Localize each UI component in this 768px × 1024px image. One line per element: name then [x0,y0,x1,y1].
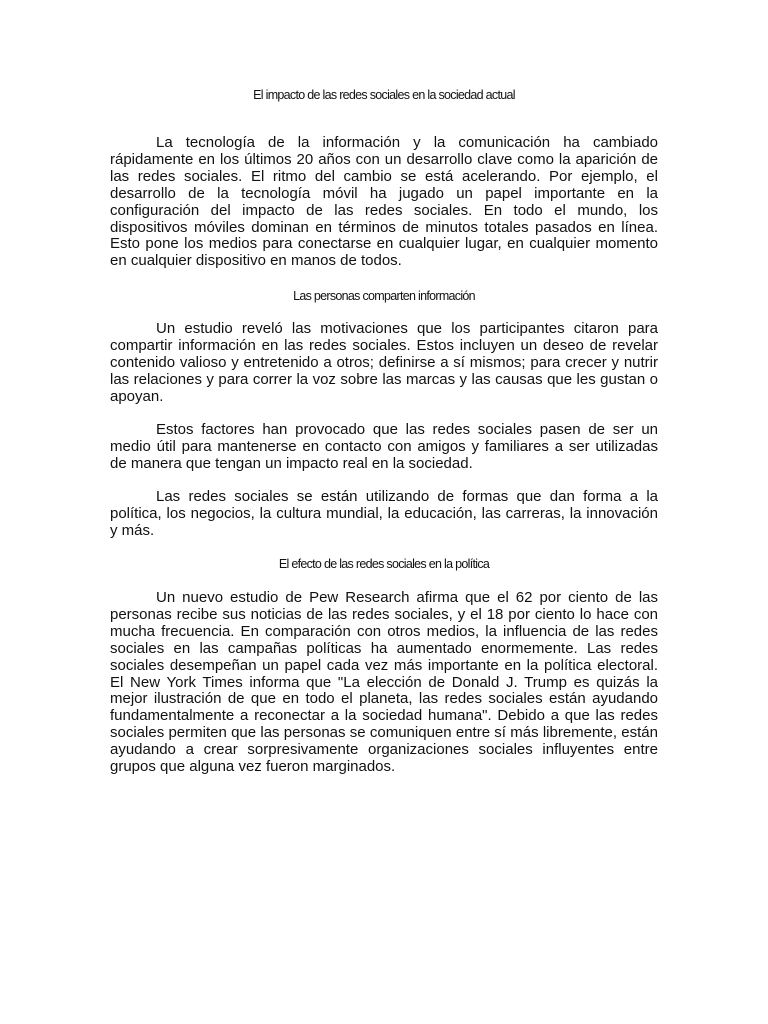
paragraph-politics: Un nuevo estudio de Pew Research afirma que el 62 por ciento de las personas recibe sus noticias de las redes sociales, y el 18 por ciento lo hace con mucha frecuencia. En comparación con otros medios, la influencia de las redes sociales en las campañas políticas ha aumentado enormemente. Las redes sociales desempeñan un papel cada vez más importante en la política electoral. El New York Times informa que "La elección de Donald J. Trump es quizás la mejor ilustración de que en todo el planeta, las redes sociales están ayudando fundamentalmente a reconectar a la sociedad humana". Debido a que las redes sociales permiten que las personas se comuniquen entre sí más libremente, están ayudando a crear sorpresivamente organizaciones sociales influyentes entre grupos que alguna vez fueron marginados. [110,589,658,776]
section-heading-sharing: Las personas comparten información [293,289,475,303]
paragraph-motivations: Un estudio reveló las motivaciones que los participantes citaron para compartir información en las redes sociales. Estos incluyen un deseo de revelar contenido valioso y entretenido a otros; definirse a sí mismos; para crecer y nutrir las relaciones y para correr la voz sobre las marcas y las causas que les gustan o apoyan. [110,320,658,405]
intro-paragraph: La tecnología de la información y la comunicación ha cambiado rápidamente en los últimos 20 años con un desarrollo clave como la aparición de las redes sociales. El ritmo del cambio se está acelerando. Por ejemplo, el desarrollo de la tecnología móvil ha jugado un papel importante en la configuración del impacto de las redes sociales. En todo el mundo, los dispositivos móviles dominan en términos de minutos totales pasados en línea. Esto pone los medios para conectarse en cualquier lugar, en cualquier momento en cualquier dispositivo en manos de todos. [110,134,658,270]
document-title: El impacto de las redes sociales en la sociedad actual [253,88,515,102]
paragraph-uses: Las redes sociales se están utilizando de formas que dan forma a la política, los negocios, la cultura mundial, la educación, las carreras, la innovación y más. [110,488,658,539]
paragraph-factors: Estos factores han provocado que las redes sociales pasen de ser un medio útil para mantenerse en contacto con amigos y familiares a ser utilizadas de manera que tengan un impacto real en la sociedad. [110,421,658,472]
section-heading-politics: El efecto de las redes sociales en la política [278,557,490,571]
